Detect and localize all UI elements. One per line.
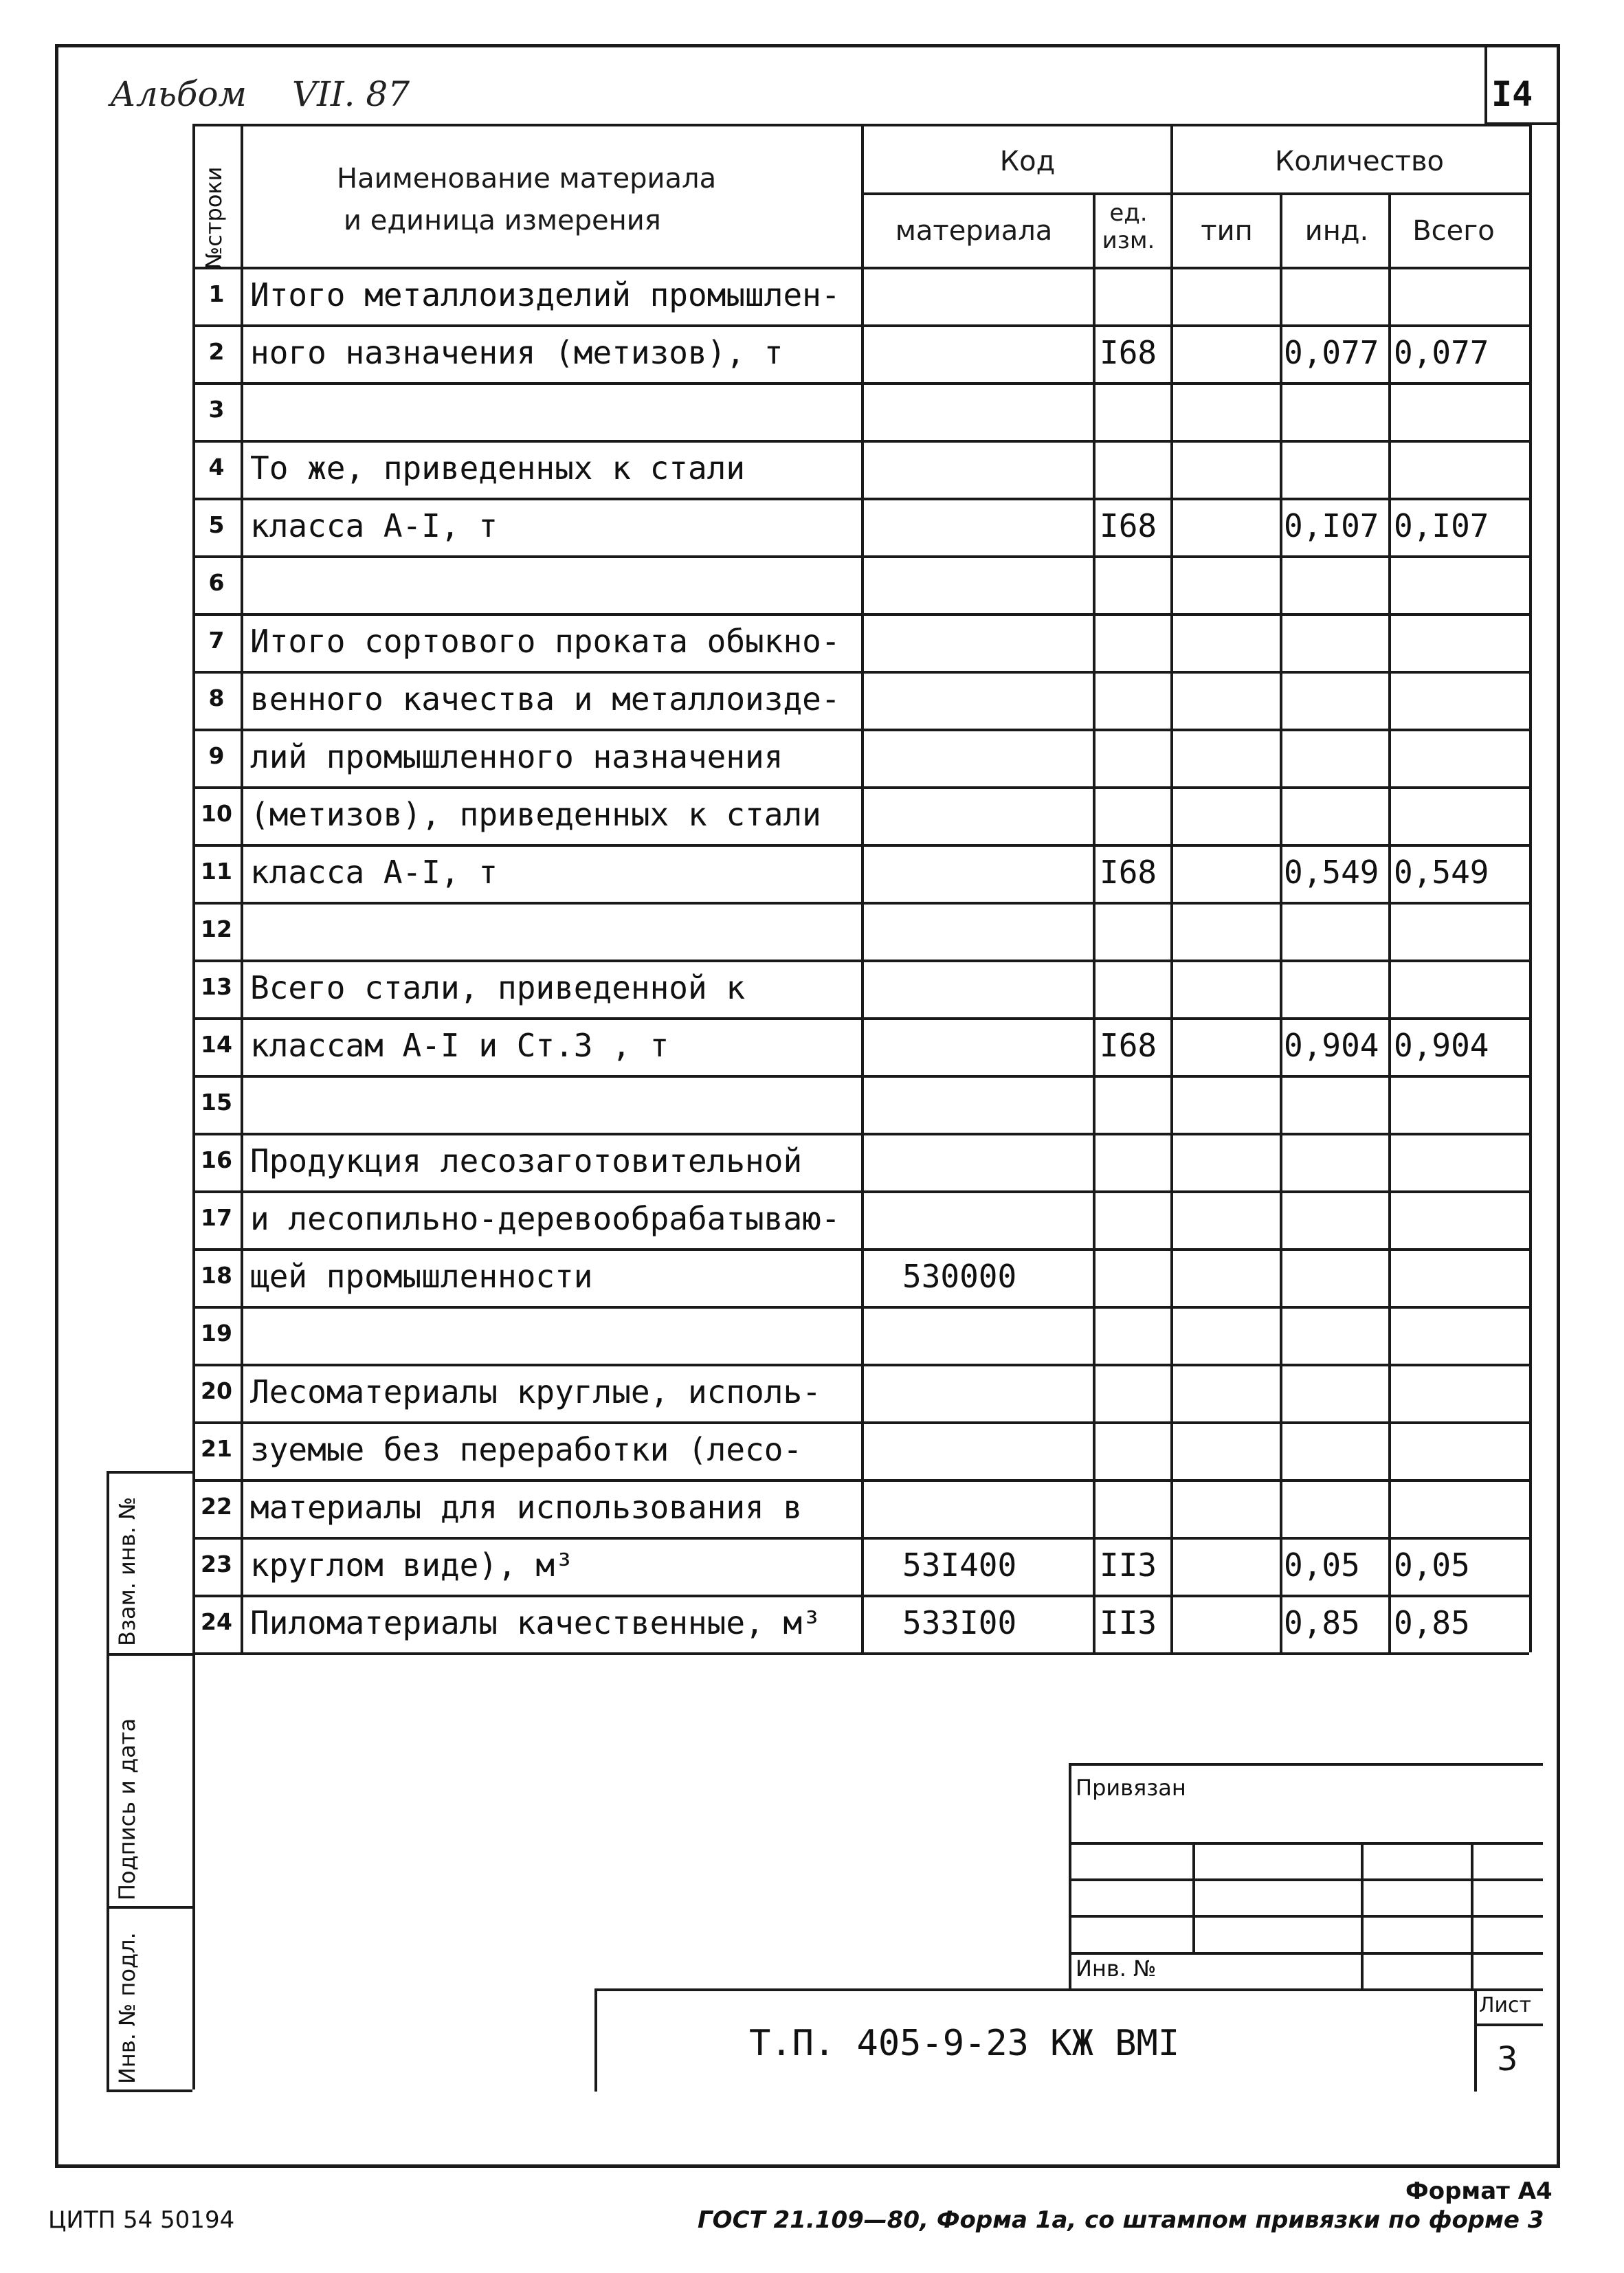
row-q-ind: 0,549 (1284, 854, 1379, 891)
handwritten-album-note: Альбом (110, 74, 247, 114)
row-number: 11 (201, 858, 232, 885)
row-number: 12 (201, 916, 232, 942)
row-number: 19 (201, 1320, 232, 1346)
row-material-code: 533I00 (902, 1604, 1017, 1641)
header-q-ind: инд. (1304, 215, 1369, 247)
row-q-ind: 0,85 (1284, 1604, 1360, 1641)
row-number: 8 (208, 685, 225, 711)
row-number: 9 (208, 742, 225, 769)
row-number: 21 (201, 1435, 232, 1462)
row-name: материалы для использования в (250, 1489, 803, 1526)
row-q-total: 0,85 (1394, 1604, 1470, 1641)
corner-box-left (1484, 44, 1487, 124)
row-q-ind: 0,904 (1284, 1027, 1379, 1064)
row-q-total: 0,077 (1394, 334, 1489, 371)
header-name-line1: Наименование материала (337, 163, 717, 195)
header-q-type: тип (1201, 215, 1253, 247)
sheet-corner-number: I4 (1491, 74, 1533, 114)
row-number: 2 (208, 338, 225, 365)
footer-gost: ГОСТ 21.109—80, Форма 1а, со штампом привязки по форме 3 (698, 2206, 1544, 2234)
row-unit-code: I68 (1100, 1027, 1157, 1064)
row-name: Пиломатериалы качественные, м³ (250, 1604, 821, 1641)
row-number: 18 (201, 1262, 232, 1289)
stamp-inv-no: Инв. № (1076, 1955, 1157, 1982)
row-unit-code: II3 (1100, 1546, 1157, 1584)
row-unit-code: I68 (1100, 854, 1157, 891)
row-number: 23 (201, 1551, 232, 1577)
row-number: 20 (201, 1377, 232, 1404)
row-name: и лесопильно-деревообрабатываю- (250, 1200, 841, 1237)
header-name-line2: и единица измерения (344, 205, 661, 236)
side-label-podpis: Подпись и дата (114, 1718, 140, 1900)
grid-col-line (1388, 192, 1391, 1652)
document-code: Т.П. 405-9-23 КЖ ВМI (749, 2023, 1180, 2064)
row-name: ного назначения (метизов), т (250, 334, 783, 371)
header-code-material: материала (895, 215, 1053, 247)
grid-col-line (1170, 124, 1173, 1652)
row-number: 6 (208, 569, 225, 596)
row-name: зуемые без переработки (лесо- (250, 1431, 803, 1468)
stamp-list-label: Лист (1479, 1993, 1532, 2017)
row-number: 24 (201, 1608, 232, 1635)
row-material-code: 530000 (902, 1258, 1017, 1295)
row-number: 3 (208, 396, 225, 423)
row-unit-code: I68 (1100, 507, 1157, 544)
grid-col-line (1529, 124, 1532, 1652)
row-unit-code: II3 (1100, 1604, 1157, 1641)
grid-bottom (192, 1652, 1529, 1655)
grid-col-line (1093, 192, 1095, 1652)
row-name: Всего стали, приведенной к (250, 969, 746, 1006)
header-code-unit-bottom: изм. (1102, 227, 1155, 254)
footer-left-code: ЦИТП 54 50194 (48, 2206, 235, 2234)
row-number: 7 (208, 627, 225, 654)
header-q-total: Всего (1412, 215, 1495, 247)
row-q-ind: 0,05 (1284, 1546, 1360, 1584)
header-row-number: №строки (201, 166, 227, 269)
row-number: 10 (201, 800, 232, 827)
row-name: Продукция лесозаготовительной (250, 1142, 803, 1179)
row-name: Лесоматериалы круглые, исполь- (250, 1373, 821, 1410)
row-number: 1 (208, 280, 225, 307)
header-code: Код (999, 146, 1056, 177)
grid-col-line (241, 124, 243, 1652)
row-name: венного качества и металлоизде- (250, 680, 841, 718)
row-number: 17 (201, 1204, 232, 1231)
header-code-unit-top: ед. (1109, 199, 1148, 227)
grid-col-line (861, 124, 864, 1652)
row-name: класса А-I, т (250, 854, 498, 891)
stamp-list-number: 3 (1497, 2040, 1518, 2078)
row-number: 14 (201, 1031, 232, 1058)
row-q-total: 0,904 (1394, 1027, 1489, 1064)
grid-header-mid (861, 192, 1529, 195)
handwritten-date-note: VII. 87 (292, 74, 410, 114)
row-name: щей промышленности (250, 1258, 593, 1295)
side-label-inv: Инв. № подл. (114, 1932, 140, 2084)
row-name: лий промышленного назначения (250, 738, 783, 775)
row-name: То же, приведенных к стали (250, 450, 746, 487)
row-number: 16 (201, 1146, 232, 1173)
row-name: круглом виде), м³ (250, 1546, 574, 1584)
left-column-extension (192, 1652, 195, 2089)
grid-col-line (1280, 192, 1282, 1652)
row-q-ind: 0,077 (1284, 334, 1379, 371)
row-number: 5 (208, 511, 225, 538)
row-q-total: 0,I07 (1394, 507, 1489, 544)
row-name: Итого сортового проката обыкно- (250, 623, 841, 660)
header-quantity: Количество (1274, 146, 1445, 177)
side-label-zam: Взам. инв. № (114, 1496, 140, 1646)
row-name: (метизов), приведенных к стали (250, 796, 821, 833)
row-material-code: 53I400 (902, 1546, 1017, 1584)
row-number: 22 (201, 1493, 232, 1520)
row-number: 13 (201, 973, 232, 1000)
row-q-total: 0,05 (1394, 1546, 1470, 1584)
row-number: 15 (201, 1089, 232, 1116)
row-name: Итого металлоизделий промышлен- (250, 276, 841, 313)
row-q-total: 0,549 (1394, 854, 1489, 891)
row-name: класса А-I, т (250, 507, 498, 544)
footer-format: Формат А4 (1405, 2177, 1553, 2205)
row-q-ind: 0,I07 (1284, 507, 1379, 544)
row-unit-code: I68 (1100, 334, 1157, 371)
row-number: 4 (208, 454, 225, 480)
row-name: классам А-I и Ст.3 , т (250, 1027, 669, 1064)
stamp-privyazan: Привязан (1076, 1775, 1186, 1801)
